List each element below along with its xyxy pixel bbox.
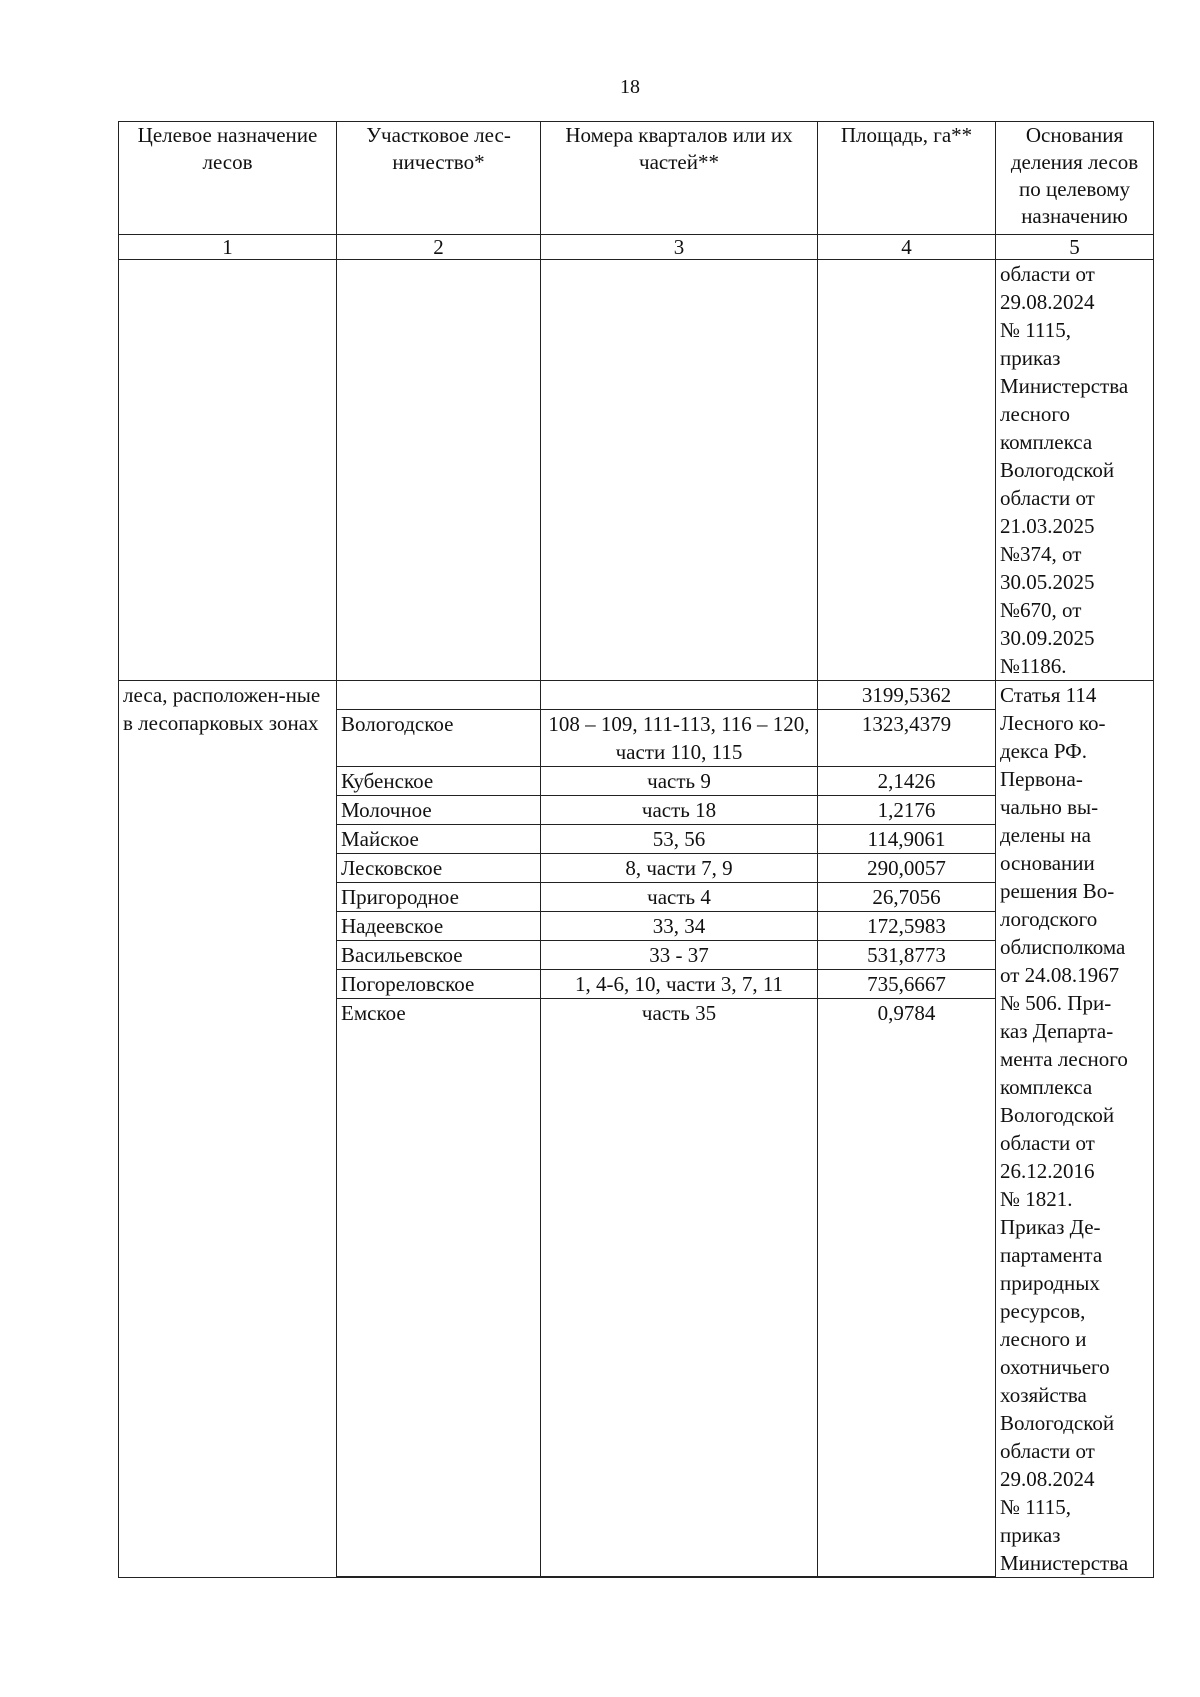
- forestry-name: Молочное: [337, 796, 541, 825]
- quarters: 108 – 109, 111-113, 116 – 120, части 110, 115: [541, 710, 818, 767]
- forestry-name: Погореловское: [337, 970, 541, 999]
- quarters: часть 9: [541, 767, 818, 796]
- header-area: Площадь, га**: [818, 122, 996, 235]
- quarters: 33 - 37: [541, 941, 818, 970]
- column-number-row: [119, 235, 1154, 260]
- page-number: 18: [620, 76, 640, 98]
- empty-cell: [541, 1577, 818, 1578]
- col-number: 1: [119, 235, 337, 260]
- empty-cell: [818, 260, 996, 681]
- empty-cell: [541, 681, 818, 710]
- area: 735,6667: [818, 970, 996, 999]
- quarters: часть 4: [541, 883, 818, 912]
- area: 0,9784: [818, 999, 996, 1577]
- empty-cell: [337, 260, 541, 681]
- empty-cell: [818, 1577, 996, 1578]
- forestry-name: Майское: [337, 825, 541, 854]
- forestry-name: Надеевское: [337, 912, 541, 941]
- quarters: 8, части 7, 9: [541, 854, 818, 883]
- basis-cell: Статья 114 Лесного ко- декса РФ. Первона- чально вы- делены на основании решения Во- логодского облисполкома от 24.08.1967 № 506. При- каз Департа- мента лесного комплекса Вологодской области от 26.12.2016 № 1821. Приказ Де- партамента природных ресурсов, лесного и охотничьего хозяйства Вологодской области от 29.08.2024 № 1115, приказ Министерства: [996, 681, 1154, 1578]
- quarters: 1, 4-6, 10, части 3, 7, 11: [541, 970, 818, 999]
- area: 26,7056: [818, 883, 996, 912]
- quarters: 53, 56: [541, 825, 818, 854]
- empty-cell: [119, 260, 337, 681]
- forestry-name: Емское: [337, 999, 541, 1577]
- header-forestry: Участковое лес-ничество*: [337, 122, 541, 235]
- forestry-name: Пригородное: [337, 883, 541, 912]
- basis-continuation: области от 29.08.2024 № 1115, приказ Министерства лесного комплекса Вологодской области от 21.03.2025 №374, от 30.05.2025 №670, от 30.09.2025 №1186.: [996, 260, 1154, 681]
- table-row: [119, 260, 1154, 681]
- header-basis: Основания деления лесов по целевому назначению: [996, 122, 1154, 235]
- quarters: часть 35: [541, 999, 818, 1577]
- col-number: 3: [541, 235, 818, 260]
- header-purpose: Целевое назначение лесов: [119, 122, 337, 235]
- area: 2,1426: [818, 767, 996, 796]
- empty-cell: [541, 260, 818, 681]
- area: 172,5983: [818, 912, 996, 941]
- empty-cell: [337, 1577, 541, 1578]
- quarters: 33, 34: [541, 912, 818, 941]
- col-number: 4: [818, 235, 996, 260]
- table-header-row: [119, 122, 1154, 235]
- quarters: часть 18: [541, 796, 818, 825]
- forestry-name: Лесковское: [337, 854, 541, 883]
- purpose-cell: леса, расположен-ные в лесопарковых зонах: [119, 681, 337, 1578]
- forestry-name: Кубенское: [337, 767, 541, 796]
- area: 1323,4379: [818, 710, 996, 767]
- area: 114,9061: [818, 825, 996, 854]
- forestry-name: Вологодское: [337, 710, 541, 767]
- area: 290,0057: [818, 854, 996, 883]
- forest-purpose-table: [118, 121, 1154, 1578]
- col-number: 2: [337, 235, 541, 260]
- empty-cell: [337, 681, 541, 710]
- header-quarters: Номера кварталов или их частей**: [541, 122, 818, 235]
- col-number: 5: [996, 235, 1154, 260]
- total-area: 3199,5362: [818, 681, 996, 710]
- area: 531,8773: [818, 941, 996, 970]
- area: 1,2176: [818, 796, 996, 825]
- forestry-name: Васильевское: [337, 941, 541, 970]
- table-row: [119, 681, 1154, 710]
